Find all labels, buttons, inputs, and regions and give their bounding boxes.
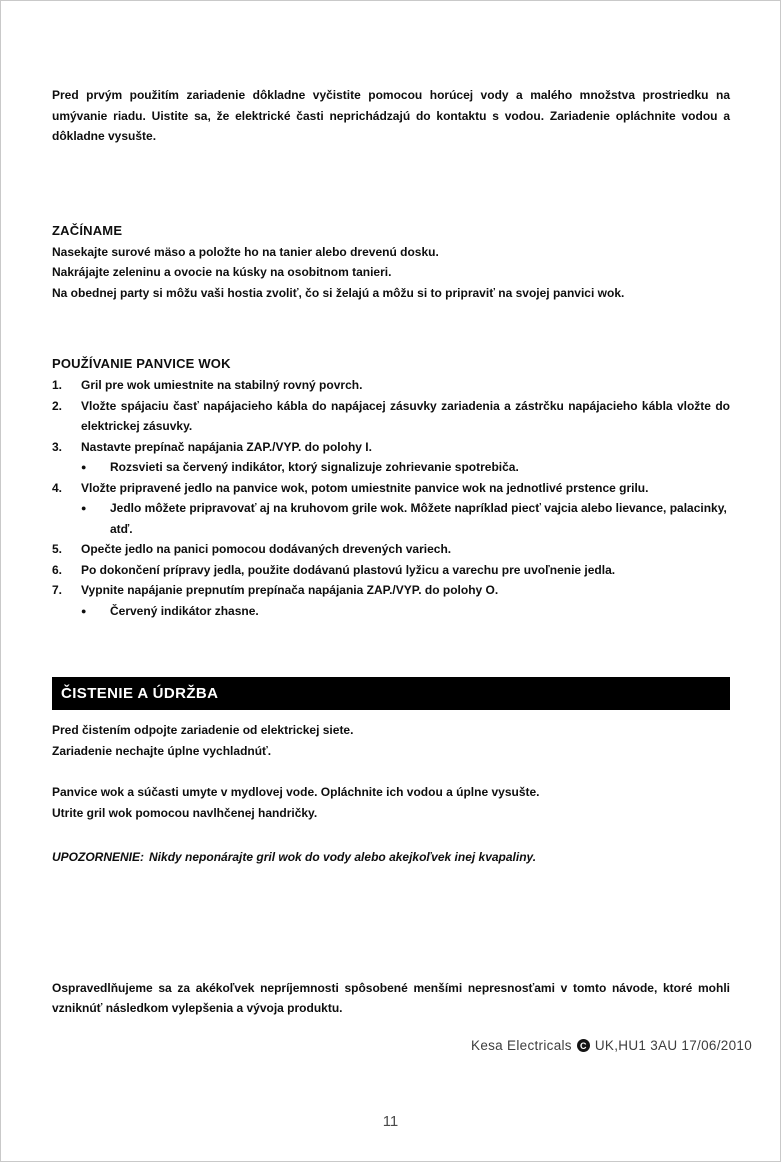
bullet-icon: ●	[81, 503, 87, 513]
list-number: 7.	[52, 583, 63, 597]
getting-started-line: Nakrájajte zeleninu a ovocie na kúsky na osobitnom tanieri.	[52, 265, 392, 279]
list-number: 4.	[52, 480, 63, 495]
usage-step-list	[52, 375, 730, 621]
list-number: 1.	[52, 378, 63, 392]
cleaning-heading: ČISTENIE A ÚDRŽBA	[61, 685, 219, 702]
list-item	[52, 375, 730, 396]
list-text: Vypnite napájanie prepnutím prepínača napájania ZAP./VYP. do polohy O.	[81, 583, 499, 597]
list-text: Opečte jedlo na panici pomocou dodávaných drevených variech.	[81, 542, 452, 556]
usage-heading: POUŽÍVANIE PANVICE WOK	[52, 356, 231, 371]
list-text: Vložte spájaciu časť napájacieho kábla do napájacej zásuvky zariadenia a zástrčku napájacieho kábla vložte do elektrickej zásuvky.	[81, 398, 730, 433]
page-number: 11	[382, 1113, 399, 1130]
sub-bullet-item	[52, 601, 730, 622]
cleaning-heading-banner	[52, 677, 730, 710]
cleaning-line: Panvice wok a súčasti umyte v mydlovej vode. Opláchnite ich vodou a úplne vysušte.	[52, 785, 540, 799]
warning-note	[52, 847, 730, 868]
list-text: Vložte pripravené jedlo na panvice wok, potom umiestnite panvice wok na jednotlivé prstence grilu.	[81, 480, 649, 495]
list-number: 3.	[52, 439, 63, 454]
imprint-company: Kesa Electricals	[471, 1038, 572, 1053]
list-item	[52, 539, 730, 560]
list-item	[52, 478, 730, 499]
getting-started-line: Na obednej party si môžu vaši hostia zvoliť, čo si želajú a môžu si to pripraviť na svojej panvici wok.	[52, 285, 625, 300]
list-item	[52, 580, 730, 601]
list-text: Nastavte prepínač napájania ZAP./VYP. do polohy I.	[81, 439, 372, 454]
bullet-icon: ●	[81, 462, 87, 472]
getting-started-heading: ZAČÍNAME	[52, 222, 123, 238]
cleaning-line: Utrite gril wok pomocou navlhčenej handričky.	[52, 805, 318, 820]
sub-bullet-item	[52, 457, 730, 478]
warning-label: UPOZORNENIE:	[52, 850, 145, 864]
getting-started-line: Nasekajte surové mäso a položte ho na tanier alebo drevenú dosku.	[52, 244, 439, 259]
page-content	[1, 1, 780, 1019]
cleaning-paragraph-2	[52, 782, 730, 823]
list-item	[52, 560, 730, 581]
bullet-icon: ●	[81, 605, 87, 616]
intro-paragraph: Pred prvým použitím zariadenie dôkladne vyčistite pomocou horúcej vody a malého množstva prostriedku na umývanie riadu. Uistite sa, že elektrické časti neprichádzajú do kontaktu s vodou. Zariadenie opláchnite vodou a dôkladne vysušte.	[52, 88, 730, 143]
cleaning-paragraph-1	[52, 720, 730, 761]
section-getting-started	[52, 221, 730, 304]
list-item	[52, 437, 730, 458]
section-usage	[52, 354, 730, 621]
cleaning-line: Pred čistením odpojte zariadenie od elektrickej siete.	[52, 723, 354, 737]
list-number: 6.	[52, 562, 63, 577]
list-item	[52, 396, 730, 437]
imprint-footer	[471, 1038, 752, 1053]
copyright-icon: C	[577, 1039, 590, 1052]
list-number: 5.	[52, 542, 63, 556]
sub-bullet-item	[52, 498, 730, 539]
list-text: Po dokončení prípravy jedla, použite dodávanú plastovú lyžicu a varechu pre uvoľnenie jedla.	[81, 562, 616, 577]
sub-bullet-text: Červený indikátor zhasne.	[110, 603, 259, 618]
cleaning-line: Zariadenie nechajte úplne vychladnúť.	[52, 743, 272, 758]
list-text: Gril pre wok umiestnite na stabilný rovný povrch.	[81, 378, 363, 392]
imprint-address: UK,HU1 3AU 17/06/2010	[594, 1038, 752, 1053]
sub-bullet-text: Rozsvieti sa červený indikátor, ktorý signalizuje zohrievanie spotrebiča.	[110, 460, 519, 474]
sub-bullet-text: Jedlo môžete pripravovať aj na kruhovom grile wok. Môžete napríklad piecť vajcia alebo lievance, palacinky, atď.	[110, 501, 727, 536]
disclaimer-paragraph: Ospravedlňujeme sa za akékoľvek nepríjemnosti spôsobené menšími nepresnosťami v tomto návode, ktoré mohli vzniknúť následkom vylepšenia a vývoja produktu.	[52, 980, 730, 1015]
warning-text: Nikdy neponárajte gril wok do vody alebo akejkoľvek inej kvapaliny.	[149, 850, 537, 864]
list-number: 2.	[52, 398, 63, 413]
